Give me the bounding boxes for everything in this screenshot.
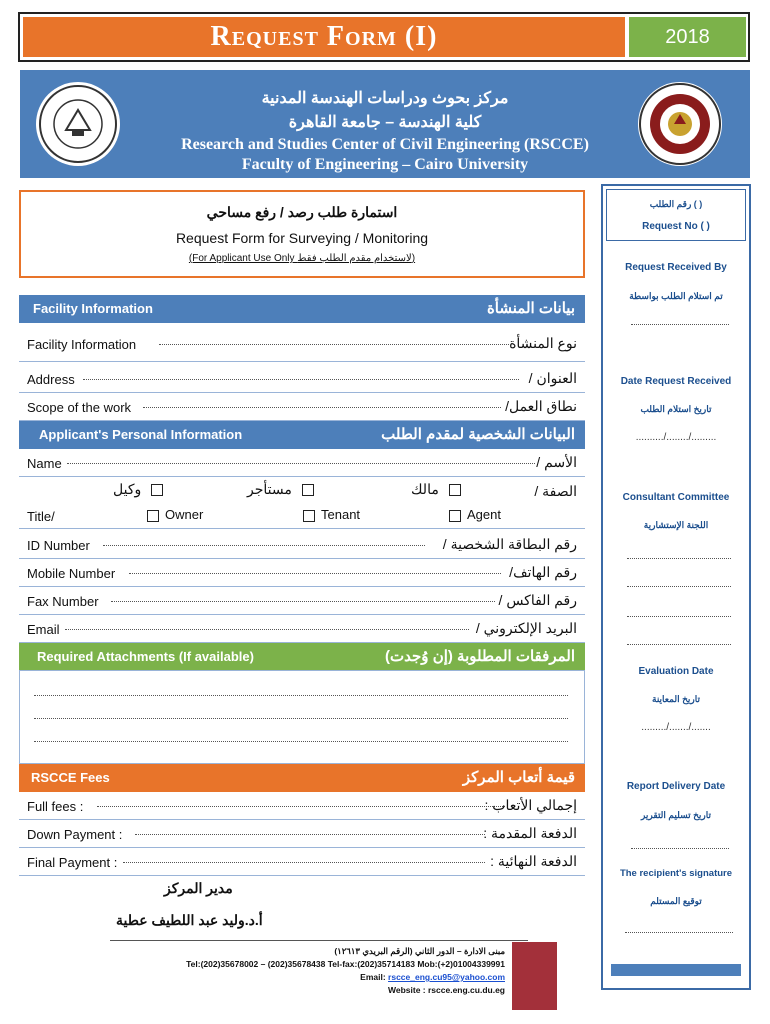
banner-english-faculty: Faculty of Engineering – Cairo University	[241, 156, 529, 173]
down-payment-label-ar: : الدفعة المقدمة	[483, 825, 577, 841]
form-title-heading: Request Form (I)	[23, 17, 625, 57]
banner-english-center-name: Research and Studies Center of Civil Engineering (RSCCE)	[181, 136, 589, 153]
email-field[interactable]	[19, 615, 585, 643]
evaluation-date-blank[interactable]: ........./......./.......	[641, 722, 711, 733]
address-label: Address	[27, 372, 75, 387]
attachments-area[interactable]	[19, 670, 585, 764]
form-title-arabic: استمارة طلب رصد / رفع مساحي	[206, 204, 398, 220]
attachments-header-ar: المرفقات المطلوبة (إن وُجدت)	[385, 648, 575, 665]
footer-divider	[110, 940, 528, 941]
attachment-line[interactable]	[34, 741, 568, 742]
facility-type-label: Facility Information	[27, 337, 137, 352]
agent-checkbox-ar[interactable]	[151, 484, 163, 496]
scope-label: Scope of the work	[27, 400, 132, 415]
final-payment-label-ar: : الدفعة النهائية	[490, 853, 577, 869]
full-fees-label-ar: : إجمالي الأتعاب	[484, 797, 577, 813]
down-payment-field[interactable]	[19, 820, 585, 848]
director-name: أ.د.وليد عبد اللطيف عطية	[116, 912, 263, 928]
tenant-option[interactable]: Tenant	[303, 507, 360, 522]
attachment-line[interactable]	[34, 718, 568, 719]
owner-checkbox[interactable]	[147, 510, 159, 522]
institution-banner	[20, 70, 750, 178]
tenant-checkbox[interactable]	[303, 510, 315, 522]
owner-option-ar[interactable]: مالك	[411, 481, 461, 498]
fax-label: Fax Number	[27, 594, 99, 609]
mobile-label-ar: /رقم الهاتف	[509, 564, 577, 580]
committee-line[interactable]	[627, 644, 731, 645]
footer-email-row	[360, 972, 505, 982]
evaluation-date-en: Evaluation Date	[638, 666, 714, 677]
owner-checkbox-ar[interactable]	[449, 484, 461, 496]
footer-email-link[interactable]: rscce_eng.cu95@yahoo.com	[388, 972, 505, 982]
mobile-label: Mobile Number	[27, 566, 116, 581]
title-label: Title/	[27, 509, 55, 524]
scope-line[interactable]	[143, 407, 501, 408]
request-number-box	[606, 189, 746, 241]
title-capacity-field	[19, 477, 585, 529]
evaluation-date-ar: تاريخ المعاينة	[652, 694, 700, 704]
footer-address: مبنى الادارة – الدور الثاني (الرقم البريدي ١٢٦١٣)	[334, 946, 505, 956]
agent-option[interactable]: Agent	[449, 507, 501, 522]
received-by-en: Request Received By	[625, 262, 727, 273]
request-no-ar: رقم الطلب ( )	[649, 199, 703, 209]
form-title-english: Request Form for Surveying / Monitoring	[175, 230, 429, 246]
committee-line[interactable]	[627, 586, 731, 587]
fees-header-en: RSCCE Fees	[31, 770, 110, 785]
down-payment-line[interactable]	[135, 834, 485, 835]
applicant-header-en: Applicant's Personal Information	[39, 427, 243, 442]
fees-section-header	[19, 764, 585, 792]
panel-footer-bar	[611, 964, 741, 976]
scope-field[interactable]	[19, 393, 585, 421]
owner-option[interactable]: Owner	[147, 507, 203, 522]
agent-checkbox[interactable]	[449, 510, 461, 522]
attachment-line[interactable]	[34, 695, 568, 696]
fax-field[interactable]	[19, 587, 585, 615]
final-payment-label: Final Payment :	[27, 855, 118, 870]
form-title-box	[19, 190, 585, 278]
committee-line[interactable]	[627, 558, 731, 559]
facility-header-ar: بيانات المنشأة	[486, 300, 575, 317]
attachments-header-en: Required Attachments (If available)	[37, 649, 254, 664]
cairo-university-engineering-logo	[638, 82, 722, 166]
fax-label-ar: / رقم الفاكس	[498, 592, 577, 608]
banner-arabic-center-name: مركز بحوث ودراسات الهندسة المدنية	[261, 90, 509, 107]
footer-accent-block	[512, 942, 557, 1010]
id-number-field[interactable]	[19, 531, 585, 559]
facility-type-label-ar: نوع المنشأة	[509, 335, 577, 351]
applicant-section-header	[19, 421, 585, 449]
date-received-ar: تاريخ استلام الطلب	[640, 404, 712, 414]
recipient-signature-ar: توقيع المستلم	[650, 896, 702, 906]
tenant-checkbox-ar[interactable]	[302, 484, 314, 496]
report-delivery-line[interactable]	[631, 848, 729, 849]
year-label: 2018	[629, 17, 746, 57]
id-number-label: ID Number	[27, 538, 90, 553]
received-by-ar: تم استلام الطلب بواسطة	[629, 291, 723, 301]
director-title: مدير المركز	[164, 880, 233, 896]
date-received-blank[interactable]: ........../......../.........	[635, 432, 717, 443]
facility-header-en: Facility Information	[33, 301, 153, 316]
consulting-office-logo	[36, 82, 120, 166]
footer-email-label: Email:	[360, 972, 386, 982]
name-field[interactable]	[19, 449, 585, 477]
fees-header-ar: قيمة أتعاب المركز	[462, 769, 575, 786]
committee-en: Consultant Committee	[622, 492, 730, 503]
facility-section-header	[19, 295, 585, 323]
facility-type-field[interactable]	[19, 330, 585, 362]
attachments-section-header	[19, 643, 585, 671]
applicant-header-ar: البيانات الشخصية لمقدم الطلب	[381, 426, 575, 443]
name-label: Name	[27, 456, 62, 471]
address-line[interactable]	[83, 379, 519, 380]
email-label-ar: / البريد الإلكتروني	[475, 620, 577, 636]
name-line[interactable]	[67, 463, 535, 464]
final-payment-field[interactable]	[19, 848, 585, 876]
footer-website[interactable]: Website : rscce.eng.cu.du.eg	[388, 985, 505, 995]
id-number-label-ar: / رقم البطاقة الشخصية	[442, 536, 577, 552]
agent-option-ar[interactable]: وكيل	[113, 481, 163, 498]
date-received-en: Date Request Received	[620, 376, 732, 387]
mobile-line[interactable]	[129, 573, 501, 574]
applicant-use-note: (For Applicant Use Only لاستخدام مقدم الطلب فقط)	[188, 253, 416, 264]
banner-arabic-faculty: كلية الهندسة – جامعة القاهرة	[288, 114, 482, 131]
facility-type-line[interactable]	[159, 344, 509, 345]
email-label: Email	[27, 622, 60, 637]
report-delivery-en: Report Delivery Date	[626, 781, 726, 792]
full-fees-line[interactable]	[97, 806, 505, 807]
committee-ar: اللجنة الإستشارية	[643, 520, 709, 530]
scope-label-ar: /نطاق العمل	[505, 398, 577, 414]
tenant-option-ar[interactable]: مستأجر	[247, 481, 314, 498]
fax-line[interactable]	[111, 601, 495, 602]
final-payment-line[interactable]	[123, 862, 485, 863]
recipient-signature-line[interactable]	[625, 932, 733, 933]
report-delivery-ar: تاريخ تسليم التقرير	[640, 810, 712, 820]
full-fees-label: Full fees :	[27, 799, 84, 814]
down-payment-label: Down Payment :	[27, 827, 123, 842]
address-field[interactable]	[19, 365, 585, 393]
recipient-signature-en: The recipient's signature	[619, 868, 733, 879]
mobile-field[interactable]	[19, 559, 585, 587]
title-bar	[18, 12, 750, 62]
capacity-label-ar: / الصفة	[534, 483, 577, 499]
committee-line[interactable]	[627, 616, 731, 617]
address-label-ar: / العنوان	[528, 370, 577, 386]
email-line[interactable]	[65, 629, 469, 630]
received-by-line[interactable]	[631, 324, 729, 325]
request-no-en: Request No ( )	[642, 221, 710, 232]
name-label-ar: / الأسم	[536, 454, 577, 470]
office-use-panel	[601, 184, 751, 990]
full-fees-field[interactable]	[19, 792, 585, 820]
footer-phones: Tel:(202)35678002 – (202)35678438 Tel-fax:(202)35714183 Mob:(+2)01004339991	[186, 959, 505, 969]
id-number-line[interactable]	[103, 545, 425, 546]
